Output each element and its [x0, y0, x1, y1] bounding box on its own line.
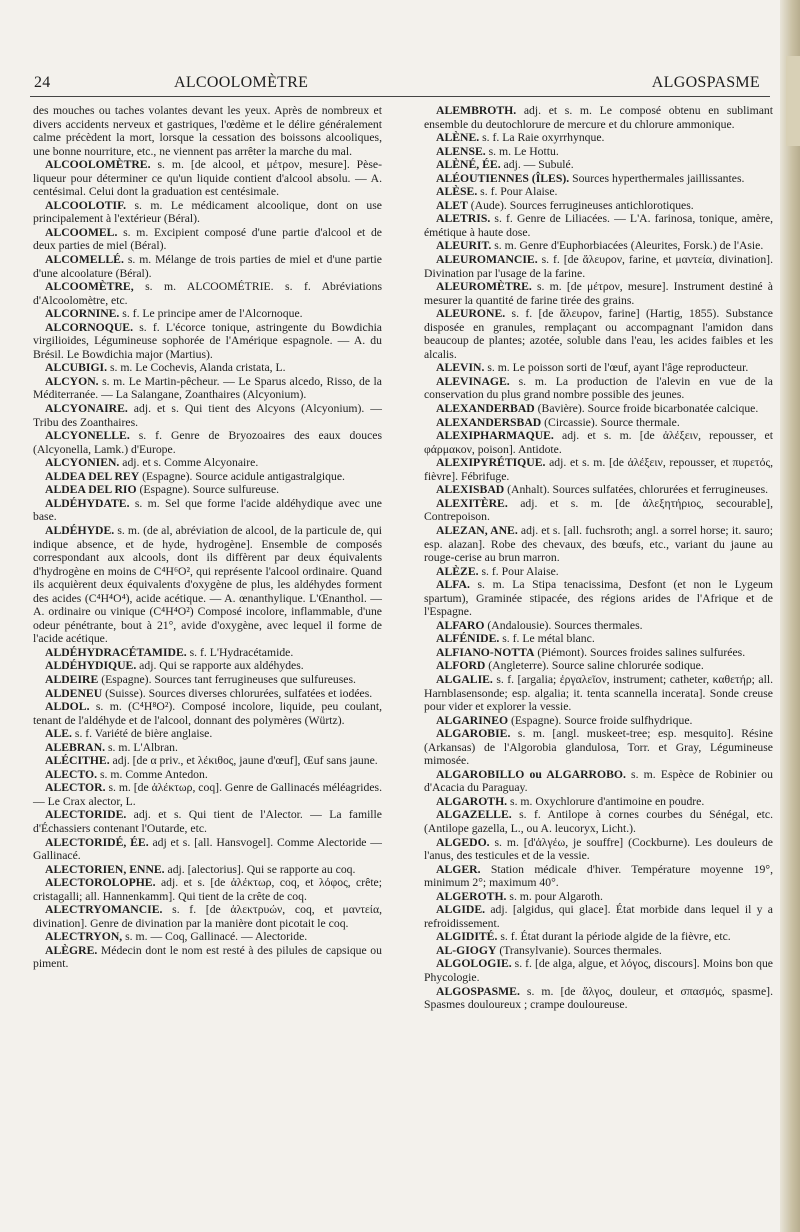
header-left-title: ALCOOLOMÈTRE [174, 74, 309, 91]
dictionary-entry [424, 646, 773, 660]
entry-definition: s. f. La Raie oxyrrhynque. [479, 131, 605, 145]
dictionary-entry [33, 158, 382, 199]
entry-headword: ALCORNINE. [45, 307, 120, 321]
entry-headword: ALCYON. [45, 374, 99, 388]
entry-headword: ALFA. [436, 578, 470, 592]
entry-definition: s. m. [angl. muskeet-tree; esp. mesquito]. Résine (Arkansas) de l'Algorobia glandulosa, Torr. et Gray, Légumineuse mimosée. [424, 727, 773, 768]
entry-definition: s. m. (C⁴H⁸O²). Composé incolore, liquide, peu coulant, tenant de l'aldéhyde et de l'alcool, donnant des polymères (Würtz). [33, 700, 382, 727]
dictionary-entry [33, 307, 382, 321]
entry-headword: ALCUBIGI. [45, 361, 108, 375]
page-edge [780, 0, 800, 1232]
entry-headword: ALECTRYON, [45, 930, 123, 944]
entry-definition: (Angleterre). Source saline chlorurée sodique. [485, 659, 704, 673]
entry-headword: ALEXITÈRE. [436, 496, 508, 510]
entry-definition: adj. et s. m. [de ἀλέξειν, repousser, et πυρετός, fièvre]. Fébrifuge. [424, 456, 773, 483]
entry-headword: ALEXIPHARMAQUE. [436, 429, 554, 443]
dictionary-entry [424, 578, 773, 619]
entry-definition: s. f. Pour Alaise. [478, 564, 559, 578]
dictionary-entry [33, 104, 382, 158]
entry-definition: s. m. Espèce de Robinier ou d'Acacia du Paraguay. [424, 767, 773, 795]
dictionary-entry [424, 714, 773, 728]
entry-definition: adj. et s. Comme Alcyonaire. [119, 456, 259, 470]
entry-headword: ALÈGRE. [45, 943, 98, 957]
entry-headword: ALDEIRE [45, 672, 99, 686]
dictionary-entry [424, 416, 773, 430]
entry-headword: ALEVIN. [436, 361, 485, 375]
entry-headword: ALCYONELLE. [45, 429, 130, 443]
entry-headword: ALCOOMEL. [45, 225, 118, 239]
entry-headword: ALDEA DEL RIO [45, 483, 137, 497]
dictionary-entry [33, 280, 382, 307]
entry-definition: s. f. [de ἀλεκτρυών, coq, et μαντεία, divination]. Genre de divination par la manière dont picotait le coq. [33, 903, 382, 930]
entry-definition: s. m. [de μέτρον, mesure]. Instrument destiné à mesurer la quantité de farine tirée des grains. [424, 280, 773, 307]
entry-headword: ALEURONE. [436, 307, 506, 321]
dictionary-entry [424, 185, 773, 199]
dictionary-entry [424, 795, 773, 809]
dictionary-entry [424, 253, 773, 280]
entry-definition: s. m. [de ἀλέκτωρ, coq]. Genre de Gallinacés méléagrides. — Le Crax alector, L. [33, 781, 382, 808]
entry-headword: ALÈSE. [436, 185, 478, 199]
entry-headword: ALÈZE. [436, 564, 479, 578]
entry-headword: ALDOL. [45, 700, 90, 714]
dictionary-entry [424, 957, 773, 984]
entry-definition: s. f. Le principe amer de l'Alcornoque. [119, 307, 303, 321]
entry-definition: (Piémont). Sources froides salines sulfurées. [534, 645, 746, 659]
entry-headword: ALEZAN, ANE. [436, 523, 518, 537]
entry-headword: ALÉOUTIENNES (ÎLES). [436, 171, 570, 185]
entry-headword: ALGAROBILLO ou ALGARROBO. [436, 767, 626, 781]
entry-headword: ALENSE. [436, 144, 486, 158]
dictionary-entry [424, 565, 773, 579]
dictionary-entry [33, 687, 382, 701]
entry-definition: s. m. ALCOOMÉTRIE. s. f. Abréviations d'Alcoolomètre, etc. [33, 280, 382, 307]
entry-headword: ALECTRYOMANCIE. [45, 903, 163, 917]
dictionary-entry [33, 483, 382, 497]
entry-definition: adj. [alectorius]. Qui se rapporte au coq. [164, 862, 356, 876]
dictionary-entry [424, 497, 773, 524]
entry-headword: ALFIANO-NOTTA [436, 645, 535, 659]
dictionary-entry [33, 226, 382, 253]
entry-definition: adj. et s. m. Le composé obtenu en sublimant ensemble du deutochlorure de mercure et du chlorure ammonique. [424, 104, 773, 131]
entry-headword: ALECTOROLOPHE. [45, 876, 156, 890]
entry-headword: ALDÉHYDRACÉTAMIDE. [45, 645, 187, 659]
entry-definition: (Espagne). Source sulfureuse. [136, 483, 280, 497]
dictionary-entry [424, 944, 773, 958]
entry-headword: ALCOOMÈTRE, [45, 280, 134, 294]
dictionary-entry [33, 456, 382, 470]
entry-headword: ALEXIPYRÉTIQUE. [436, 456, 546, 470]
dictionary-entry [424, 890, 773, 904]
dictionary-entry [33, 754, 382, 768]
entry-definition: s. m. pour Algaroth. [506, 889, 603, 903]
entry-headword: ALETRIS. [436, 212, 491, 226]
entry-definition: s. f. Genre de Liliacées. — L'A. farinosa, tonique, amère, émétique à haute dose. [424, 212, 773, 239]
dictionary-entry [33, 741, 382, 755]
entry-definition: (Bavière). Source froide bicarbonatée calcique. [534, 402, 759, 416]
dictionary-entry [33, 930, 382, 944]
entry-definition: s. m. L'Albran. [105, 740, 178, 754]
running-header [34, 74, 760, 98]
entry-definition: (Circassie). Source thermale. [541, 415, 680, 429]
dictionary-entry [424, 659, 773, 673]
entry-headword: ALGIDITÉ. [436, 930, 498, 944]
entry-definition: des mouches ou taches volantes devant les yeux. Après de nombreux et divers accidents nerveux et gastriques, l'œdème et le délire généralement calme précèdent la mort, lorsque la cessation des boissons alcooliques, une bonne nourriture, etc., ne viennent pas arrêter la marche du mal. [33, 104, 382, 158]
dictionary-entry [424, 985, 773, 1012]
entry-definition: (Espagne). Source acidule antigastralgique. [139, 469, 345, 483]
dictionary-entry [33, 646, 382, 660]
dictionary-entry [33, 497, 382, 524]
entry-headword: ALGALIE. [436, 672, 493, 686]
entry-definition: (Transylvanie). Sources thermales. [496, 943, 662, 957]
entry-headword: ALGAROBIE. [436, 727, 511, 741]
entry-headword: ALECTOR. [45, 781, 106, 795]
dictionary-entry [424, 280, 773, 307]
entry-definition: (Espagne). Sources tant ferrugineuses que sulfureuses. [98, 672, 356, 686]
entry-headword: ALECTORIDE. [45, 808, 127, 822]
entry-headword: ALET [436, 198, 468, 212]
entry-definition: s. m. Comme Antedon. [97, 767, 208, 781]
dictionary-entry [33, 321, 382, 362]
entry-definition: (Andalousie). Sources thermales. [484, 618, 643, 632]
entry-headword: ALEXANDERBAD [436, 402, 535, 416]
dictionary-entry [33, 673, 382, 687]
dictionary-entry [424, 456, 773, 483]
entry-definition: adj. et s. [de ἀλέκτωρ, coq, et λόφος, crête; cristagalli; all. Hannenkamm]. Qui tient de la crête de coq. [33, 876, 382, 903]
entry-definition: s. f. L'Hydracétamide. [186, 645, 294, 659]
dictionary-entry [424, 239, 773, 253]
entry-headword: ALCYONIEN. [45, 456, 120, 470]
entry-definition: adj. Qui se rapporte aux aldéhydes. [136, 659, 304, 673]
dictionary-entry [424, 903, 773, 930]
entry-definition: s. m. Le Hottu. [485, 144, 559, 158]
dictionary-entry [33, 659, 382, 673]
entry-headword: ALCOOLOMÈTRE. [45, 158, 151, 172]
entry-definition: s. m. Mélange de trois parties de miel et d'une partie d'une alcoolature (Béral). [33, 253, 382, 280]
dictionary-entry [424, 158, 773, 172]
dictionary-entry [424, 402, 773, 416]
dictionary-entry [33, 836, 382, 863]
dictionary-entry [33, 808, 382, 835]
entry-headword: ALDÉHYDE. [45, 523, 115, 537]
entry-definition: (Espagne). Source froide sulfhydrique. [508, 713, 693, 727]
entry-definition: s. m. Le Cochevis, Alanda cristata, L. [107, 361, 286, 375]
entry-definition: Station médicale d'hiver. Température moyenne 19°, minimum 2°; maximum 40°. [424, 862, 773, 890]
entry-headword: ALEUROMÈTRE. [436, 280, 532, 294]
entry-definition: s. f. [argalia; ἐργαλεῖον, instrument; catheter, καθετήρ; all. Harnblasensonde; esp. algalia; it. tenta scannella incerata]. Sonde creuse pour vider et explorer la vessie. [424, 672, 773, 714]
entry-definition: s. f. [de ἄλευρον, farine] (Hartig, 1855). Substance disposée en granules, remplaçant ou accompagnant l'amidon dans beaucoup de plantes; azotée, soluble dans l'eau, les acides faibles et les alcalis. [424, 307, 773, 361]
entry-headword: ALEMBROTH. [436, 104, 517, 117]
dictionary-entry [424, 361, 773, 375]
entry-definition: s. m. Excipient composé d'une partie d'alcool et de deux parties de miel (Béral). [33, 225, 382, 253]
dictionary-entry [33, 470, 382, 484]
dictionary-entry [424, 131, 773, 145]
dictionary-entry [33, 903, 382, 930]
dictionary-entry [424, 619, 773, 633]
dictionary-entry [424, 483, 773, 497]
dictionary-entry [33, 361, 382, 375]
entry-headword: ALGAZELLE. [436, 808, 512, 822]
entry-headword: AL-GIOGY [436, 943, 497, 957]
entry-definition: s. m. [de alcool, et μέτρον, mesure]. Pèse-liqueur pour déterminer ce qu'un liquide contient d'alcool absolu. — A. centésimal. Celui dont la graduation est centésimale. [33, 158, 382, 199]
entry-definition: s. m. Le Martin-pêcheur. — Le Sparus alcedo, Risso, de la Méditerranée. — La Salangane, Zoanthaires (Alcyonium). [33, 374, 382, 402]
entry-headword: ALEUROMANCIE. [436, 253, 538, 267]
dictionary-entry [33, 727, 382, 741]
entry-headword: ALECTORIEN, ENNE. [45, 862, 165, 876]
entry-definition: adj. [algidus, qui glace]. État morbide dans lequel il y a refroidissement. [424, 903, 773, 930]
entry-headword: ALÈNE. [436, 131, 480, 145]
right-column [424, 104, 773, 1012]
entry-headword: ALDÉHYDATE. [45, 496, 130, 510]
entry-headword: ALFORD [436, 659, 486, 673]
dictionary-entry [424, 808, 773, 835]
entry-definition: s. m. Le médicament alcoolique, dont on use principalement à l'extérieur (Béral). [33, 198, 382, 226]
entry-definition: adj. et s. m. [de ἀλεξητήριος, secourable], Contrepoison. [424, 496, 773, 524]
entry-definition: adj. et s. Qui tient des Alcyons (Alcyonium). — Tribu des Zoanthaires. [33, 402, 382, 429]
entry-definition: s. m. [d'ἀλγέω, je souffre] (Cockburne). Les douleurs de l'anus, des testicules et de la vessie. [424, 835, 773, 863]
left-column [33, 104, 382, 971]
dictionary-entry [424, 429, 773, 456]
dictionary-entry [33, 402, 382, 429]
entry-headword: ALGIDE. [436, 903, 486, 917]
entry-headword: ALECTORIDÉ, ÉE. [45, 835, 149, 849]
page-number: 24 [34, 74, 51, 91]
dictionary-entry [33, 768, 382, 782]
dictionary-entry [33, 524, 382, 646]
entry-headword: ALEXANDERSBAD [436, 415, 542, 429]
entry-headword: ALCOOLOTIF. [45, 198, 127, 212]
dictionary-entry [424, 768, 773, 795]
dictionary-entry [33, 429, 382, 456]
dictionary-entry [424, 836, 773, 863]
entry-definition: Médecin dont le nom est resté à des pilules de capsique ou piment. [33, 943, 382, 971]
entry-definition: adj. et s. Qui tient de l'Alector. — La famille d'Échassiers contenant l'Outarde, etc. [33, 808, 382, 835]
entry-definition: s. f. L'écorce tonique, astringente du Bowdichia virgilioides, Légumineuse sophorée de l'Amérique espagnole. — A. du Brésil. Le Bowdichia major (Martius). [33, 320, 382, 361]
entry-headword: ALEVINAGE. [436, 374, 510, 388]
thumb-tab [786, 56, 800, 146]
dictionary-entry [33, 781, 382, 808]
entry-definition: s. f. Antilope à cornes courbes du Sénégal, etc. (Antilope gazella, L., ou A. leucoryx, Licht.). [424, 808, 773, 835]
entry-headword: ALGER. [436, 862, 481, 876]
entry-definition: s. m. Genre d'Euphorbiacées (Aleurites, Forsk.) de l'Asie. [491, 239, 764, 253]
dictionary-entry [424, 673, 773, 714]
header-rule [30, 96, 770, 97]
entry-definition: adj. — Subulé. [500, 158, 574, 172]
entry-headword: ALÈNÉ, ÉE. [436, 158, 501, 172]
entry-definition: s. f. Le métal blanc. [499, 632, 595, 646]
header-right-title: ALGOSPASME [651, 74, 760, 91]
entry-headword: ALGAROTH. [436, 794, 508, 808]
entry-definition: (Anhalt). Sources sulfatées, chlorurées et ferrugineuses. [504, 483, 769, 497]
entry-headword: ALDENEU [45, 686, 103, 700]
entry-headword: ALGOLOGIE. [436, 957, 512, 971]
entry-definition: s. m. [de ἄλγος, douleur, et σπασμός, spasme]. Spasmes douloureux ; crampe douloureuse. [424, 984, 773, 1012]
entry-definition: s. m. (de al, abréviation de alcool, de la particule de, qui indique absence, et de hyde, hydrogène]. Ensemble de composés correspondant aux alcools, dont ils diffèrent par deux équivalents d'hydrogène en moins de C⁴H⁶O², qui représente l'alcool ordinaire. Quand ils acquièrent deux équivalents d'oxygène de plus, les aldéhydes forment des acides (C⁴H⁴O⁴), acide acétique. — A. œnanthylique. L'Œnanthol. — A. ordinaire ou vinique (C⁴H⁴O²) Composé incolore, inflammable, d'une odeur pénétrante, bout à 21°, avide d'oxygène, avec lequel il forme de l'acide acétique. [33, 523, 382, 646]
dictionary-entry [33, 876, 382, 903]
dictionary-entry [33, 375, 382, 402]
dictionary-entry [33, 253, 382, 280]
entry-headword: ALCYONAIRE. [45, 402, 128, 416]
dictionary-entry [33, 944, 382, 971]
entry-headword: ALGARINEO [436, 713, 509, 727]
entry-definition: s. m. Oxychlorure d'antimoine en poudre. [507, 794, 705, 808]
entry-headword: ALCOMELLÉ. [45, 253, 124, 267]
entry-headword: ALGOSPASME. [436, 984, 520, 998]
dictionary-entry [424, 727, 773, 768]
entry-definition: s. f. Genre de Bryozoaires des eaux douces (Alcyonella, Lamk.) d'Europe. [33, 429, 382, 456]
dictionary-entry [424, 307, 773, 361]
entry-headword: ALCORNOQUE. [45, 320, 133, 334]
entry-headword: ALFÉNIDE. [436, 632, 500, 646]
dictionary-entry [424, 145, 773, 159]
entry-definition: s. f. État durant la période algide de la fièvre, etc. [497, 930, 731, 944]
entry-headword: ALGEROTH. [436, 889, 507, 903]
entry-definition: s. m. Le poisson sorti de l'œuf, ayant l'âge reproducteur. [484, 361, 749, 375]
dictionary-entry [424, 524, 773, 565]
entry-definition: adj. et s. m. [de ἀλέξειν, repousser, et φάρμακον, poison]. Antidote. [424, 429, 773, 456]
dictionary-entry [424, 104, 773, 131]
entry-headword: ALEURIT. [436, 239, 492, 253]
dictionary-entry [424, 199, 773, 213]
entry-definition: s. f. [de ἄλευρον, farine, et μαντεία, divination]. Divination par l'usage de la farine. [424, 253, 773, 280]
entry-headword: ALFARO [436, 618, 485, 632]
dictionary-entry [424, 172, 773, 186]
entry-definition: s. f. [de alga, algue, et λόγος, discours]. Moins bon que Phycologie. [424, 957, 773, 984]
entry-headword: ALE. [45, 727, 72, 741]
entry-definition: s. m. Sel que forme l'acide aldéhydique avec une base. [33, 496, 382, 524]
entry-headword: ALECTO. [45, 767, 98, 781]
entry-definition: s. m. — Coq, Gallinacé. — Alectoride. [122, 930, 308, 944]
dictionary-entry [424, 632, 773, 646]
dictionary-entry [424, 212, 773, 239]
entry-definition: (Suisse). Sources diverses chlorurées, sulfatées et iodées. [102, 686, 373, 700]
entry-headword: ALÉCITHE. [45, 754, 110, 768]
dictionary-entry [424, 375, 773, 402]
dictionary-entry [33, 700, 382, 727]
entry-headword: ALEBRAN. [45, 740, 106, 754]
entry-headword: ALDÉHYDIQUE. [45, 659, 137, 673]
entry-definition: s. f. Pour Alaise. [477, 185, 558, 199]
entry-definition: Sources hyperthermales jaillissantes. [569, 171, 745, 185]
dictionary-entry [33, 863, 382, 877]
entry-definition: s. m. La Stipa tenacissima, Desfont (et non le Lygeum spartum), Graminée stipacée, des régions arides de l'Afrique et de l'Espagne. [424, 578, 773, 619]
dictionary-entry [424, 930, 773, 944]
entry-definition: adj. [de α priv., et λέκιθος, jaune d'œuf], Œuf sans jaune. [109, 754, 378, 768]
entry-definition: adj. et s. [all. fuchsroth; angl. a sorrel horse; it. sauro; esp. alazan]. Robe des chevaux, des bœufs, etc., variant du jaune au rouge-cerise au brun marron. [424, 523, 774, 565]
entry-definition: s. m. La production de l'alevin en vue de la conservation du plus grand nombre possible des jeunes. [424, 374, 773, 402]
dictionary-entry [424, 863, 773, 890]
entry-definition: s. f. Variété de bière anglaise. [71, 727, 213, 741]
entry-headword: ALDEA DEL REY [45, 469, 140, 483]
entry-definition: adj et s. [all. Hansvogel]. Comme Alectoride — Gallinacé. [33, 835, 382, 863]
entry-definition: (Aude). Sources ferrugineuses antichlorotiques. [467, 198, 694, 212]
dictionary-entry [33, 199, 382, 226]
entry-headword: ALGEDO. [436, 835, 490, 849]
entry-headword: ALEXISBAD [436, 483, 505, 497]
